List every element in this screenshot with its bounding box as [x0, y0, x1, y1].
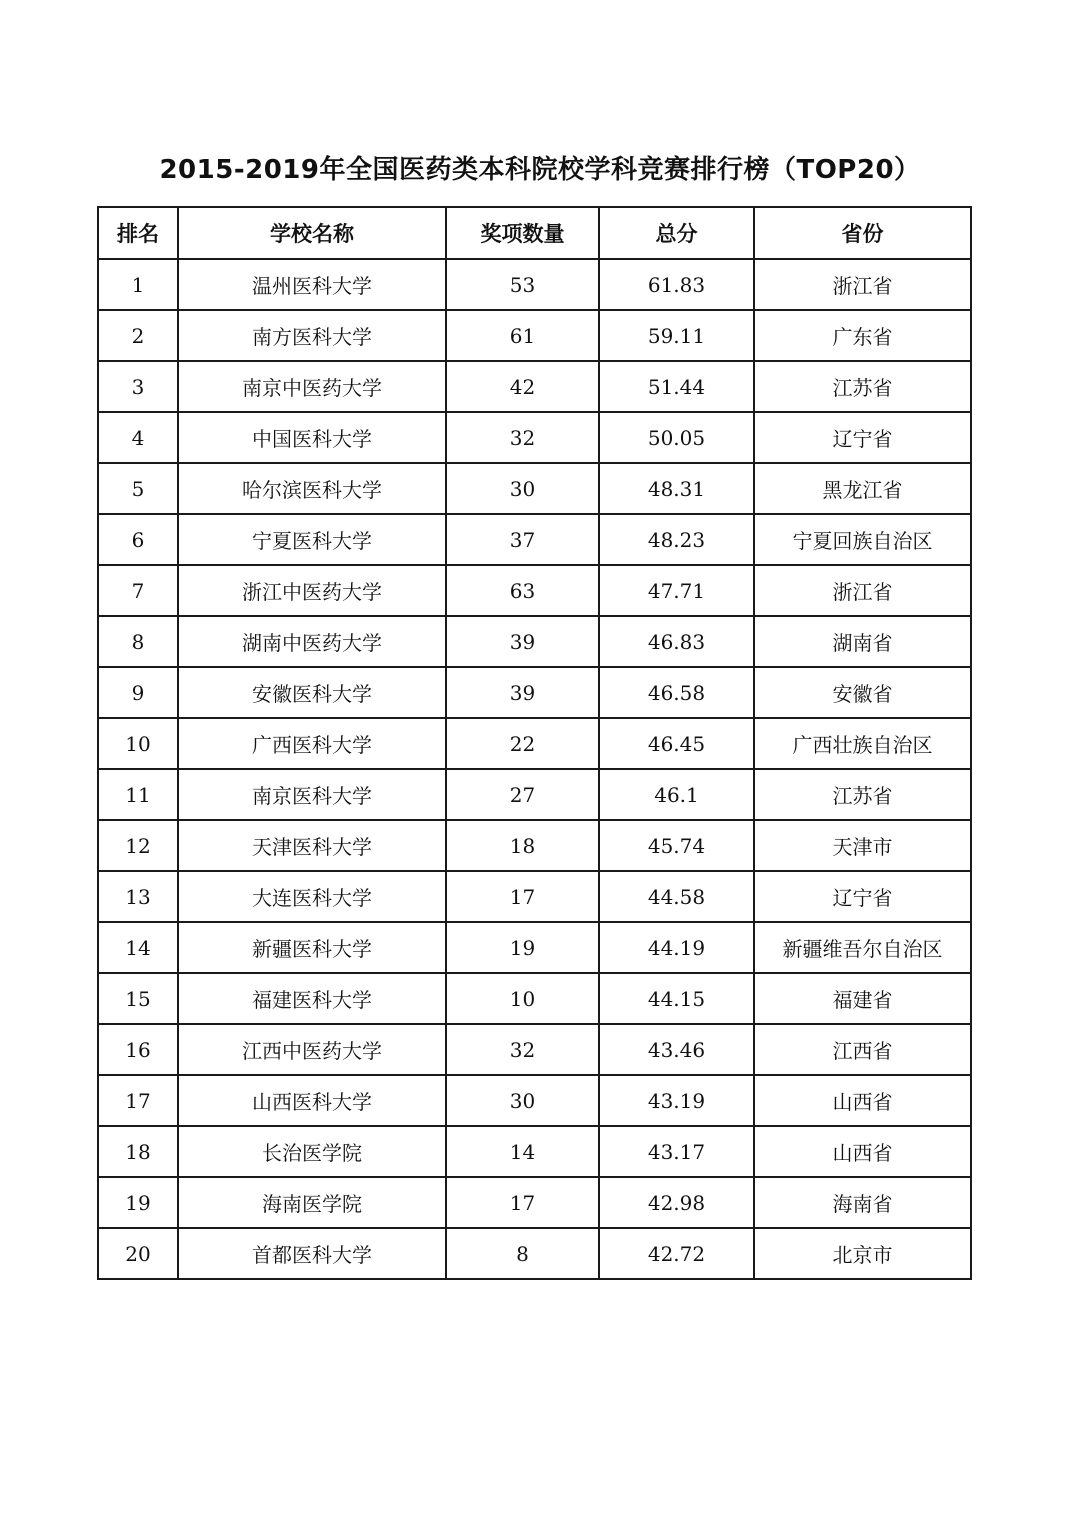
cell-rank: 19: [98, 1177, 178, 1228]
page-title: 2015-2019年全国医药类本科院校学科竞赛排行榜（TOP20）: [159, 155, 921, 185]
cell-school: 安徽医科大学: [178, 667, 446, 718]
cell-rank: 12: [98, 820, 178, 871]
cell-school: 江西中医药大学: [178, 1024, 446, 1075]
cell-awards: 27: [446, 769, 599, 820]
cell-province: 福建省: [754, 973, 971, 1024]
cell-province: 江苏省: [754, 361, 971, 412]
cell-province: 天津市: [754, 820, 971, 871]
cell-school: 首都医科大学: [178, 1228, 446, 1279]
cell-awards: 42: [446, 361, 599, 412]
table-row: [98, 310, 971, 361]
table-row: [98, 361, 971, 412]
cell-school: 大连医科大学: [178, 871, 446, 922]
cell-awards: 39: [446, 616, 599, 667]
header-school: 学校名称: [178, 207, 446, 259]
cell-province: 湖南省: [754, 616, 971, 667]
cell-school: 福建医科大学: [178, 973, 446, 1024]
header-score: 总分: [599, 207, 754, 259]
cell-awards: 18: [446, 820, 599, 871]
cell-rank: 10: [98, 718, 178, 769]
cell-awards: 17: [446, 871, 599, 922]
cell-school: 中国医科大学: [178, 412, 446, 463]
cell-score: 44.58: [599, 871, 754, 922]
cell-score: 43.19: [599, 1075, 754, 1126]
table-body: [98, 259, 971, 1279]
cell-school: 天津医科大学: [178, 820, 446, 871]
cell-score: 46.58: [599, 667, 754, 718]
cell-school: 哈尔滨医科大学: [178, 463, 446, 514]
cell-province: 宁夏回族自治区: [754, 514, 971, 565]
cell-province: 黑龙江省: [754, 463, 971, 514]
cell-province: 浙江省: [754, 565, 971, 616]
cell-province: 广东省: [754, 310, 971, 361]
cell-score: 47.71: [599, 565, 754, 616]
cell-province: 辽宁省: [754, 871, 971, 922]
cell-awards: 14: [446, 1126, 599, 1177]
cell-school: 新疆医科大学: [178, 922, 446, 973]
table-row: [98, 1024, 971, 1075]
cell-score: 43.17: [599, 1126, 754, 1177]
cell-awards: 32: [446, 1024, 599, 1075]
cell-awards: 30: [446, 463, 599, 514]
cell-awards: 10: [446, 973, 599, 1024]
cell-province: 浙江省: [754, 259, 971, 310]
table-row: [98, 259, 971, 310]
cell-rank: 20: [98, 1228, 178, 1279]
cell-score: 46.83: [599, 616, 754, 667]
table-row: [98, 718, 971, 769]
cell-awards: 17: [446, 1177, 599, 1228]
cell-score: 44.15: [599, 973, 754, 1024]
cell-rank: 16: [98, 1024, 178, 1075]
cell-awards: 53: [446, 259, 599, 310]
cell-school: 湖南中医药大学: [178, 616, 446, 667]
table-row: [98, 973, 971, 1024]
cell-rank: 5: [98, 463, 178, 514]
ranking-table: [97, 206, 972, 1280]
cell-score: 42.98: [599, 1177, 754, 1228]
table-row: [98, 769, 971, 820]
cell-rank: 8: [98, 616, 178, 667]
cell-rank: 1: [98, 259, 178, 310]
cell-province: 江苏省: [754, 769, 971, 820]
table-row: [98, 565, 971, 616]
cell-score: 45.74: [599, 820, 754, 871]
table-row: [98, 922, 971, 973]
cell-school: 长治医学院: [178, 1126, 446, 1177]
cell-rank: 14: [98, 922, 178, 973]
table-row: [98, 820, 971, 871]
cell-score: 46.1: [599, 769, 754, 820]
cell-province: 广西壮族自治区: [754, 718, 971, 769]
cell-school: 南方医科大学: [178, 310, 446, 361]
cell-rank: 11: [98, 769, 178, 820]
cell-school: 山西医科大学: [178, 1075, 446, 1126]
table-row: [98, 514, 971, 565]
cell-school: 广西医科大学: [178, 718, 446, 769]
cell-score: 50.05: [599, 412, 754, 463]
cell-awards: 19: [446, 922, 599, 973]
table-row: [98, 667, 971, 718]
table-row: [98, 463, 971, 514]
cell-awards: 30: [446, 1075, 599, 1126]
table-row: [98, 616, 971, 667]
table-row: [98, 1075, 971, 1126]
cell-province: 山西省: [754, 1075, 971, 1126]
header-awards: 奖项数量: [446, 207, 599, 259]
cell-score: 46.45: [599, 718, 754, 769]
cell-rank: 6: [98, 514, 178, 565]
cell-school: 南京医科大学: [178, 769, 446, 820]
cell-rank: 7: [98, 565, 178, 616]
cell-score: 51.44: [599, 361, 754, 412]
table-row: [98, 871, 971, 922]
table-row: [98, 1177, 971, 1228]
cell-school: 南京中医药大学: [178, 361, 446, 412]
table-row: [98, 412, 971, 463]
cell-rank: 13: [98, 871, 178, 922]
cell-score: 59.11: [599, 310, 754, 361]
cell-awards: 61: [446, 310, 599, 361]
cell-awards: 32: [446, 412, 599, 463]
table-header-row: [98, 207, 971, 259]
cell-rank: 4: [98, 412, 178, 463]
cell-awards: 63: [446, 565, 599, 616]
cell-score: 44.19: [599, 922, 754, 973]
cell-rank: 18: [98, 1126, 178, 1177]
cell-province: 新疆维吾尔自治区: [754, 922, 971, 973]
cell-score: 43.46: [599, 1024, 754, 1075]
cell-score: 48.31: [599, 463, 754, 514]
cell-rank: 15: [98, 973, 178, 1024]
cell-rank: 17: [98, 1075, 178, 1126]
cell-rank: 9: [98, 667, 178, 718]
cell-province: 北京市: [754, 1228, 971, 1279]
header-rank: 排名: [98, 207, 178, 259]
cell-school: 海南医学院: [178, 1177, 446, 1228]
cell-rank: 2: [98, 310, 178, 361]
cell-awards: 37: [446, 514, 599, 565]
cell-school: 宁夏医科大学: [178, 514, 446, 565]
table-row: [98, 1228, 971, 1279]
cell-province: 江西省: [754, 1024, 971, 1075]
cell-school: 浙江中医药大学: [178, 565, 446, 616]
cell-province: 山西省: [754, 1126, 971, 1177]
cell-score: 42.72: [599, 1228, 754, 1279]
cell-rank: 3: [98, 361, 178, 412]
cell-school: 温州医科大学: [178, 259, 446, 310]
cell-awards: 39: [446, 667, 599, 718]
cell-score: 61.83: [599, 259, 754, 310]
cell-awards: 8: [446, 1228, 599, 1279]
cell-province: 海南省: [754, 1177, 971, 1228]
cell-province: 安徽省: [754, 667, 971, 718]
cell-province: 辽宁省: [754, 412, 971, 463]
header-province: 省份: [754, 207, 971, 259]
table-row: [98, 1126, 971, 1177]
cell-score: 48.23: [599, 514, 754, 565]
cell-awards: 22: [446, 718, 599, 769]
